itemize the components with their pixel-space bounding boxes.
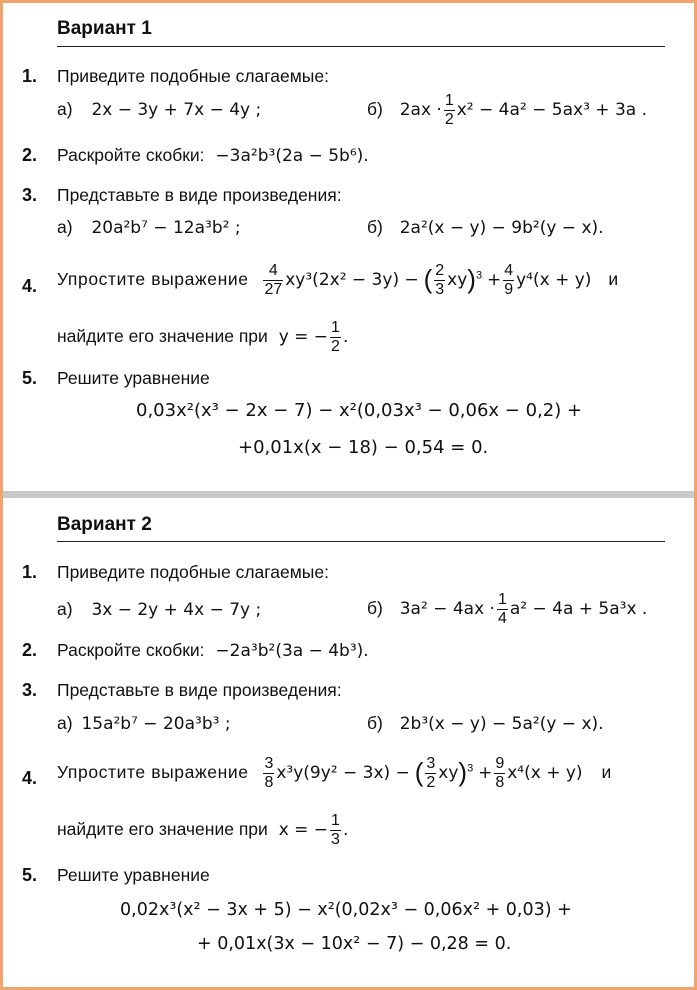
part-label: а) — [57, 99, 73, 119]
question-number: 3. — [22, 185, 38, 205]
q1-part-b — [367, 592, 647, 627]
question-number: 2. — [22, 640, 38, 660]
expression-post: a² − 4a + 5a³x . — [509, 599, 648, 620]
question-text: найдите его значение при — [57, 326, 268, 347]
q4-line-1: Упростите выражение $\frac{4}{27}$ xy³(2x² − 3y) − ( $\frac{2}{3}$ xy)$^3$ + $\frac{4}{9}$ y⁴(x + y) и — [57, 262, 619, 298]
part-label: б) — [367, 99, 383, 120]
fraction: $\frac{4}{9}$ — [504, 262, 514, 298]
equation-line-1: 0,03x²(x³ − 2x − 7) − x²(0,03x³ − 0,06x − 0,2) + — [136, 400, 583, 421]
variant-title: Вариант 1 — [57, 18, 152, 39]
fraction: $\frac{1}{3}$ — [331, 812, 340, 848]
question-number: 1. — [22, 562, 38, 582]
q3-part-a — [57, 713, 231, 734]
equation-line-2: + 0,01x(3x − 10x² − 7) − 0,28 = 0. — [197, 934, 512, 954]
expression: −3a²b³(2a − 5b⁶). — [215, 146, 369, 166]
q1-part-b — [367, 93, 647, 128]
question-text: Упростите выражение — [57, 762, 249, 783]
expression-pre: 2ax · — [399, 100, 442, 121]
expression: 2a²(x − y) − 9b²(y − x). — [399, 218, 604, 238]
question-number: 3. — [22, 680, 38, 700]
question-number: 4. — [22, 768, 38, 788]
fraction: $\frac{3}{2}$ — [426, 755, 436, 791]
expression: −2a³b²(3a − 4b³). — [215, 641, 369, 661]
question-number: 4. — [22, 276, 38, 296]
question-number: 5. — [22, 368, 38, 388]
question-text: Решите уравнение — [57, 368, 210, 388]
part-label: б) — [367, 713, 383, 733]
equation-line-2: +0,01x(x − 18) − 0,54 = 0. — [238, 437, 489, 458]
q1-part-a — [57, 599, 261, 620]
part-label: а) — [57, 599, 73, 619]
question-number: 5. — [22, 865, 38, 885]
q4-line-2: найдите его значение при x = − $\frac{1}{3}$ . — [57, 812, 349, 848]
question-text: Раскройте скобки: −3a²b³(2a − 5b⁶). — [57, 145, 369, 166]
expression: 2b³(x − y) − 5a²(y − x). — [399, 714, 604, 734]
fraction: $\frac{9}{8}$ — [495, 755, 505, 791]
question-text: Представьте в виде произведения: — [57, 680, 342, 700]
fraction: $\frac{3}{8}$ — [264, 755, 274, 791]
expression: 20a²b⁷ − 12a³b² ; — [91, 218, 241, 238]
question-number: 2. — [22, 145, 38, 165]
title-underline — [57, 46, 665, 47]
part-label: б) — [367, 217, 383, 237]
part-label: а) — [57, 217, 73, 237]
fraction: $\frac{1}{4}$ — [497, 591, 507, 627]
question-text: Приведите подобные слагаемые: — [57, 562, 329, 582]
variant-divider — [3, 491, 694, 498]
question-text: Упростите выражение — [57, 269, 249, 290]
question-text: Приведите подобные слагаемые: — [57, 66, 329, 86]
question-number: 1. — [22, 66, 38, 86]
question-text: Решите уравнение — [57, 865, 210, 885]
expression: 15a²b⁷ − 20a³b³ ; — [81, 714, 231, 734]
fraction: $\frac{1}{2}$ — [444, 92, 454, 128]
variant-title: Вариант 2 — [57, 514, 152, 535]
equation-line-1: 0,02x³(x² − 3x + 5) − x²(0,02x³ − 0,06x² + 0,03) + — [120, 900, 572, 920]
q3-part-b — [367, 217, 604, 238]
expression-post: x² − 4a² − 5ax³ + 3a . — [456, 100, 647, 121]
q3-part-b — [367, 713, 604, 734]
q4-line-2: найдите его значение при y = − $\frac{1}{2}$ . — [57, 319, 349, 355]
part-label: б) — [367, 598, 383, 619]
expression-pre: 3a² − 4ax · — [399, 599, 495, 620]
q1-part-a — [57, 99, 261, 120]
expression: 3x − 2y + 4x − 7y ; — [91, 600, 262, 620]
part-label: а) — [57, 713, 73, 733]
fraction: $\frac{2}{3}$ — [435, 262, 445, 298]
question-text: Раскройте скобки: −2a³b²(3a − 4b³). — [57, 640, 369, 661]
q3-part-a — [57, 217, 241, 238]
expression: xy³(2x² − 3y) − — [285, 270, 419, 291]
title-underline — [57, 541, 665, 542]
expression: x³y(9y² − 3x) − — [276, 763, 410, 784]
question-text: Представьте в виде произведения: — [57, 185, 342, 205]
fraction: $\frac{4}{27}$ — [264, 262, 283, 298]
question-text: найдите его значение при — [57, 819, 268, 840]
q4-line-1: Упростите выражение $\frac{3}{8}$ x³y(9y² − 3x) − ( $\frac{3}{2}$ xy)$^3$ + $\frac{9}{8}$ x⁴(x + y) и — [57, 755, 612, 791]
expression: 2x − 3y + 7x − 4y ; — [91, 100, 262, 120]
fraction: $\frac{1}{2}$ — [331, 319, 340, 355]
